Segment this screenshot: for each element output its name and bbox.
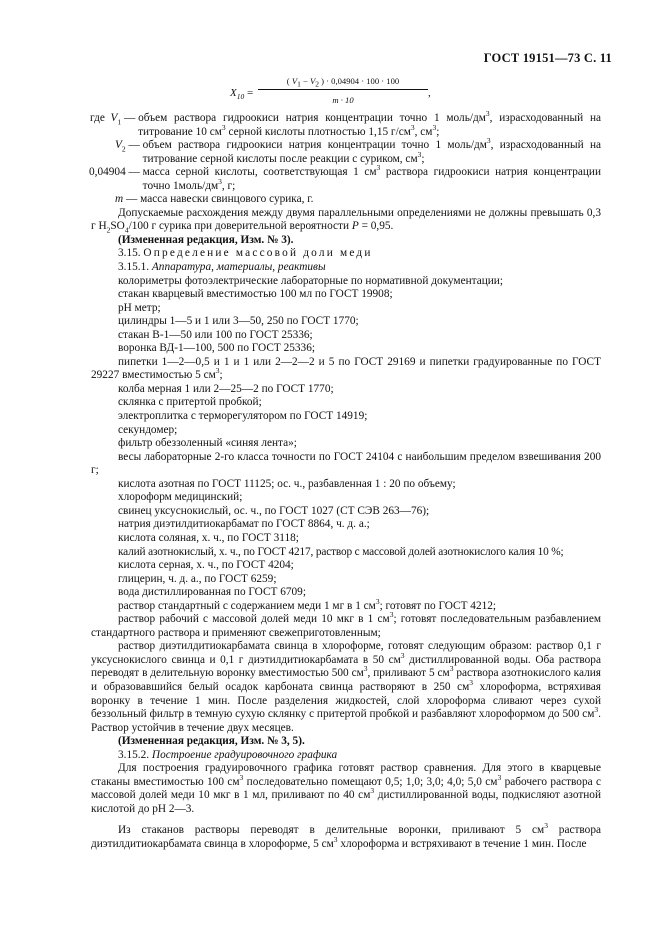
list-item: калий азотнокислый, х. ч., по ГОСТ 4217, раствор с массовой долей азотнокислого калия 10 %;: [118, 545, 564, 558]
list-item: фильтр обеззоленный «синяя лента»;: [118, 437, 297, 450]
list-item: колориметры фотоэлектрические лабораторные по нормативной документации;: [118, 274, 503, 287]
list-item: глицерин, ч. д. а., по ГОСТ 6259;: [118, 572, 277, 585]
list-item: раствор стандартный с содержанием меди 1 мг в 1 $см^3$; готовят по ГОСТ 4212;: [118, 596, 497, 612]
list-item: кислота азотная по ГОСТ 11125; ос. ч., разбавленная 1 : 20 по объему;: [118, 477, 456, 490]
list-item: электроплитка с терморегулятором по ГОСТ 14919;: [118, 410, 368, 423]
list-item: натрия диэтилдитиокарбамат по ГОСТ 8864, ч. д. а.;: [118, 518, 370, 531]
document-body: [89, 109, 602, 852]
list-item: воронка ВД-1—100, 500 по ГОСТ 25336;: [118, 342, 315, 355]
formula-tail: ,: [428, 87, 431, 99]
list-item: раствор рабочий с массовой долей меди 10 мкг в 1 $см^3$; готовят последовательным разбавлением стандартного раствора и применяют свежеприготовленным;: [91, 610, 602, 639]
page-header: ГОСТ 19151—73 С. 11: [483, 51, 612, 65]
def-v1: где $V_1$ — объем раствора гидроокиси натрия концентрации точно 1 моль/$дм^3$, израсходованный на титрование 10 $см^3$ серной кислоты плотностью 1,15 $г/см^3$, $см^3$;: [90, 109, 602, 138]
def-v2: $V_2$ — объем раствора гидроокиси натрия концентрации точно 1 моль/$дм^3$, израсходованный на титрование серной кислоты после реакции с суриком, $см^3$;: [115, 136, 602, 165]
formula-numerator: ( $V_1 - V_2$ ) · 0,04904 · 100 · 100: [258, 76, 428, 90]
list-item: склянка с притертой пробкой;: [118, 396, 262, 409]
formula-x10: [230, 76, 440, 110]
list-item: пипетки 1—2—0,5 и 1 и 1 или 2—2—2 и 5 по ГОСТ 29169 и пипетки градуированные по ГОСТ 29227 вместимостью 5 $см^3$;: [91, 355, 601, 382]
list-item: раствор диэтилдитиокарбамата свинца в хлороформе, готовят следующим образом: раствор 0,1 г уксуснокислого свинца и 0,1 г диэтилдитиокарбамата в 50 $см^3$ дистиллированной воды. Оба раствора переводят в делительную воронку вместимостью 500 $см^3$, приливают 5 $см^3$ раствора азотнокислого калия и образовавшийся белый осадок карбоната свинца растворяют в 250 $см^3$ хлороформа, встряхивая воронку в течение 1 мин. После разделения жидкостей, слой хлороформа сливают через сухой беззольный фильтр в темную сухую склянку с притертой пробкой и разбавляют хлороформом до 500 $см^3$. Раствор устойчив в течение двух месяцев.: [91, 640, 601, 734]
edit-note-1: (Измененная редакция, Изм. № 3).: [118, 233, 294, 246]
list-item: секундомер;: [118, 423, 178, 436]
list-item: вода дистиллированная по ГОСТ 6709;: [118, 586, 306, 599]
paragraph-calibration: Для построения градуировочного графика готовят раствор сравнения. Для этого в кварцевые стаканы вместимостью 100 $см^3$ последовательно помещают 0,5; 1,0; 3,0; 4,0; 5,0 $см^3$ рабочего раствора с массовой долей меди 10 мкг в 1 мл, приливают по 40 $см^3$ дистиллированной воды, подкисляют азотной кислотой до рН 2—3.: [91, 762, 601, 815]
list-item: весы лабораторные 2-го класса точности по ГОСТ 24104 с наибольшим пределом взвешивания 200 г;: [91, 450, 601, 477]
section-3-15: 3.15. Определение массовой доли меди: [118, 247, 373, 260]
def-constant: 0,04904 — масса серной кислоты, соответствующая 1 $см^3$ раствора гидроокиси натрия концентрации точно $1моль/дм^3$, г;: [89, 163, 602, 192]
edit-note-2: (Измененная редакция, Изм. № 3, 5).: [118, 735, 305, 748]
list-item: стакан В-1—50 или 100 по ГОСТ 25336;: [118, 328, 313, 341]
formula-lhs: $X_{10}$ =: [230, 87, 254, 102]
formula-denominator: m · 10: [332, 95, 354, 106]
list-item: кислота соляная, х. ч., по ГОСТ 3118;: [118, 531, 299, 544]
section-3-15-1: 3.15.1. Аппаратура, материалы, реактивы: [118, 261, 326, 274]
list-item: цилиндры 1—5 и 1 или 3—50, 250 по ГОСТ 1770;: [118, 315, 359, 328]
list-item: хлороформ медицинский;: [118, 491, 243, 504]
paragraph-extraction: Из стаканов растворы переводят в делительные воронки, приливают 5 $см^3$ раствора диэтилдитиокарбамата свинца в хлороформе, 5 $см^3$ хлороформа и встряхивают в течение 1 мин. После: [91, 821, 601, 850]
section-3-15-2: 3.15.2. Построение градуировочного графика: [118, 748, 338, 761]
list-item: колба мерная 1 или 2—25—2 по ГОСТ 1770;: [118, 382, 334, 395]
list-item: кислота серная, х. ч., по ГОСТ 4204;: [118, 559, 294, 572]
def-m: m — масса навески свинцового сурика, г.: [115, 193, 314, 206]
list-item: стакан кварцевый вместимостью 100 мл по ГОСТ 19908;: [118, 288, 393, 301]
tolerance-paragraph: Допускаемые расхождения между двумя параллельными определениями не должны превышать 0,3 г $H_2SO_4/100$ г сурика при доверительной вероятности P = 0,95.: [91, 206, 601, 235]
list-item: свинец уксуснокислый, ос. ч., по ГОСТ 1027 (СТ СЭВ 263—76);: [118, 504, 430, 517]
list-item: рН метр;: [118, 301, 161, 314]
formula-fraction: [258, 76, 428, 106]
